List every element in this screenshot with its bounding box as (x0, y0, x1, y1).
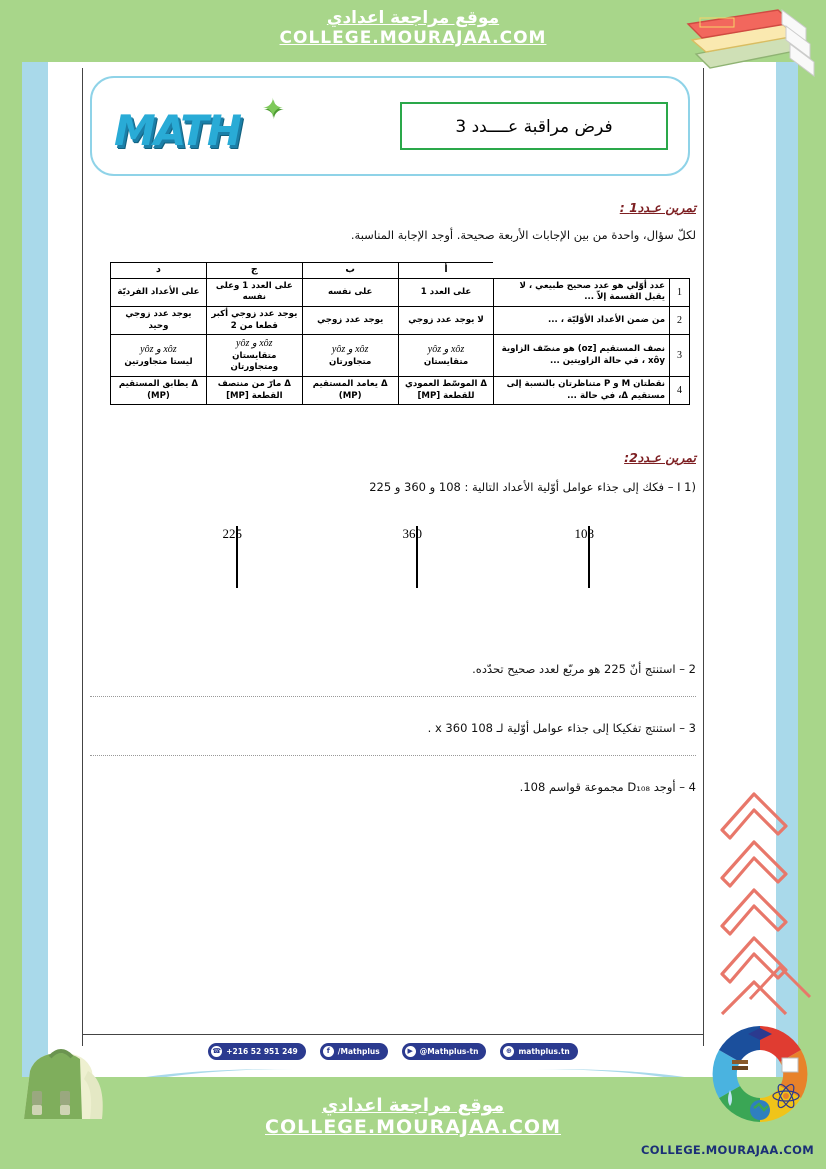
mcq-row2-num: 2 (670, 307, 690, 335)
mcq-th-b: ب (302, 263, 398, 279)
books-stack-icon (670, 2, 820, 88)
social-website-label: mathplus.tn (518, 1046, 570, 1056)
mcq-row4-num: 4 (670, 376, 690, 404)
worksheet-title: فرض مراقبة عــــدد 3 (400, 102, 668, 150)
table-row (111, 335, 690, 377)
social-links-bar (82, 1040, 704, 1062)
factorization-360-bar (416, 526, 418, 588)
factorization-108-bar (588, 526, 590, 588)
exercise2-q1: (I 1 – فكك إلى جذاء عوامل أوّلية الأعداد التالية : 108 و 360 و 225 (369, 480, 696, 494)
mcq-row4-question: نقطتان M و P متناظرتان بالنسبة إلى مستقيم Δ، في حالة ... (494, 376, 670, 404)
bottom-banner-url: COLLEGE.MOURAJAA.COM (265, 1116, 561, 1138)
mcq-row4-a[interactable]: Δ الموسّط العمودي للقطعة [MP] (398, 376, 494, 404)
website-icon: ⊕ (503, 1046, 514, 1057)
mcq-row3-c-math: xôz و yôz (236, 338, 273, 350)
mcq-header-row (111, 263, 690, 279)
exercise2-heading: تمرين عـدد2: (624, 450, 696, 465)
factorization-225[interactable] (192, 526, 252, 596)
exercise1-instruction: لكلّ سؤال، واحدة من بين الإجابات الأربعة صحيحة. أوجد الإجابة المناسبة. (350, 228, 696, 242)
mcq-row3-num: 3 (670, 335, 690, 377)
worksheet-content (82, 68, 704, 1046)
social-facebook-label: /Mathplus (337, 1046, 380, 1056)
top-banner-url: COLLEGE.MOURAJAA.COM (279, 28, 547, 48)
social-youtube-label: @Mathplus-tn (419, 1046, 479, 1056)
mcq-row2-d[interactable]: يوجد عدد زوجي وحيد (111, 307, 207, 335)
blue-band-left (22, 0, 48, 1169)
mcq-row3-c[interactable] (206, 335, 302, 377)
math-plus-icon: ✦ (262, 94, 284, 124)
factorization-225-bar (236, 526, 238, 588)
mcq-row1-num: 1 (670, 278, 690, 306)
exercise2-q3: 3 – استنتج تفكيكا إلى جذاء عوامل أوّلية لـ 108 x 360 . (427, 721, 696, 735)
worksheet-header-card (90, 76, 690, 176)
mcq-row3-d[interactable] (111, 335, 207, 377)
table-row (111, 376, 690, 404)
mcq-row2-a[interactable]: لا يوجد عدد زوجي (398, 307, 494, 335)
chevron-up-small-icon (746, 959, 816, 1019)
social-youtube[interactable] (402, 1043, 487, 1060)
mcq-row4-d[interactable]: Δ يطابق المستقيم (MP) (111, 376, 207, 404)
mcq-row3-d-math: xôz و yôz (140, 343, 177, 355)
answer-line-1[interactable] (90, 696, 696, 697)
mcq-row4-c[interactable]: Δ مارّ من منتصف القطعة [MP] (206, 376, 302, 404)
bottom-banner-arabic: موقع مراجعة اعدادي (321, 1095, 505, 1116)
facebook-icon: f (323, 1046, 334, 1057)
mcq-row3-a-math: xôz و yôz (427, 343, 465, 355)
mcq-th-c: ج (206, 263, 302, 279)
social-website[interactable] (500, 1043, 577, 1060)
mcq-row1-question: عدد أوّلي هو عدد صحيح طبيعي ، لا يقبل القسمة إلاّ ... (494, 278, 670, 306)
table-row (111, 307, 690, 335)
social-phone-label: +216 52 951 249 (226, 1046, 298, 1056)
social-phone[interactable] (208, 1043, 306, 1060)
exercise2-q2: 2 – استنتج أنّ 225 هو مربّع لعدد صحيح تحدّده. (472, 662, 696, 676)
green-edge-left (0, 0, 22, 1169)
mcq-row1-a[interactable]: على العدد 1 (398, 278, 494, 306)
answer-line-2[interactable] (90, 755, 696, 756)
math-logo: MATH (114, 106, 241, 155)
mcq-th-d: د (111, 263, 207, 279)
mcq-row3-c-text: متقايستان ومتجاورتان (230, 350, 279, 373)
youtube-icon: ▶ (405, 1046, 416, 1057)
exercise2-q4: 4 – أوجد D₁₀₈ مجموعة قواسم 108. (519, 780, 696, 794)
mcq-row2-b[interactable]: يوجد عدد زوجي (302, 307, 398, 335)
mcq-row3-b-text: متجاورتان (329, 356, 372, 367)
factorization-108-value: 108 (574, 526, 594, 541)
factorization-360[interactable] (372, 526, 432, 596)
mcq-th-a: أ (398, 263, 494, 279)
factorization-225-value: 225 (222, 526, 242, 541)
whatsapp-icon: ☎ (212, 1046, 222, 1055)
mcq-row1-b[interactable]: على نفسه (302, 278, 398, 306)
mcq-row1-c[interactable]: على العدد 1 وعلى نفسه (206, 278, 302, 306)
white-strip-left (48, 0, 82, 1169)
mcq-row3-a[interactable] (398, 335, 494, 377)
mcq-th-num (670, 263, 690, 279)
mcq-row3-b-math: xôz و yôz (331, 343, 369, 355)
mcq-row3-a-text: متقايستان (423, 356, 469, 367)
mcq-row2-c[interactable]: يوجد عدد زوجي أكبر قطعا من 2 (206, 307, 302, 335)
mcq-row3-b[interactable] (302, 335, 398, 377)
corner-watermark-url: COLLEGE.MOURAJAA.COM (640, 1143, 814, 1157)
table-row (111, 278, 690, 306)
factorization-108[interactable] (544, 526, 604, 596)
social-facebook[interactable] (320, 1043, 388, 1060)
mcq-row3-question: نصف المستقيم [oz) هو منصّف الزاوية xôy ، في حالة الزاويتين ... (494, 335, 670, 377)
education-donut-icon (700, 1019, 820, 1129)
mcq-table (110, 262, 690, 405)
top-banner-arabic: موقع مراجعة اعدادي (326, 8, 500, 28)
factorization-360-value: 360 (402, 526, 422, 541)
mcq-row2-question: من ضمن الأعداد الأوّليّة ، ... (494, 307, 670, 335)
mcq-row4-b[interactable]: Δ يعامد المستقيم (MP) (302, 376, 398, 404)
mcq-row1-d[interactable]: على الأعداد الفرديّة (111, 278, 207, 306)
mcq-row3-d-text: ليستا متجاورتين (124, 356, 193, 367)
exercise1-heading: تمرين عـدد1 : (619, 200, 696, 215)
mcq-th-question (494, 263, 670, 279)
